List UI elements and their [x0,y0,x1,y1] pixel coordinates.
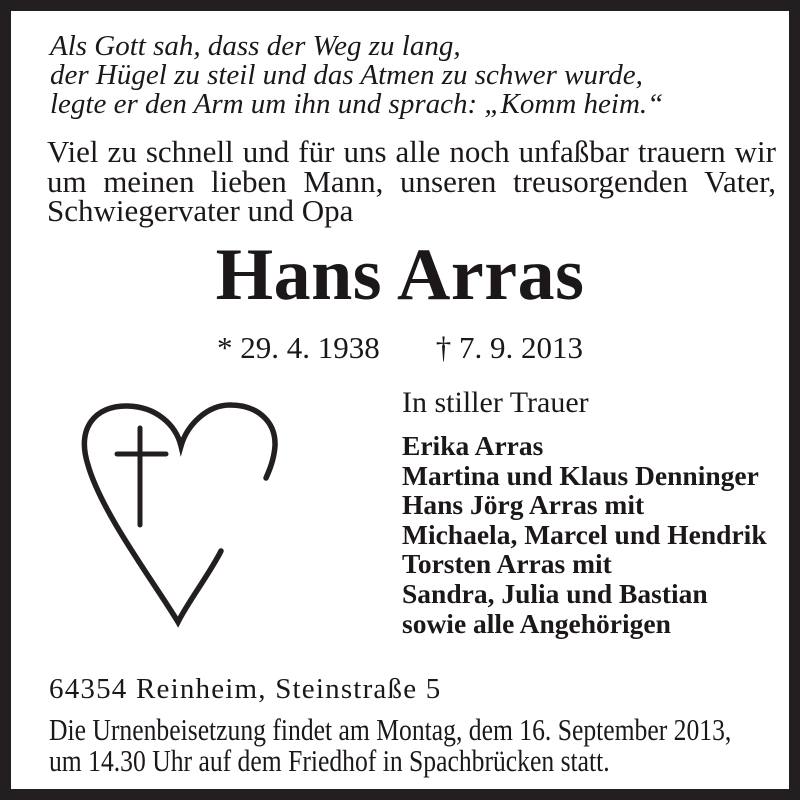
funeral-line: um 14.30 Uhr auf dem Friedhof in Spachbrücken statt. [49,743,610,778]
mourner-name: sowie alle Angehörigen [402,607,671,639]
verse-line: legte er den Arm um ihn und sprach: „Komm heim.“ [50,88,664,120]
funeral-notice [49,715,731,776]
birth-date: * 29. 4. 1938 [217,330,380,365]
address-line: 64354 Reinheim, Steinstraße 5 [49,673,442,705]
opening-verse [50,32,663,119]
mourning-section [402,387,767,638]
death-date: † 7. 9. 2013 [435,330,583,365]
mourning-heading: In stiller Trauer [402,386,589,419]
mourner-name: Hans Jörg Arras mit [402,489,645,521]
intro-line: um meinen lieben Mann, unseren treusorgenden Vater, [47,163,776,199]
life-dates [11,331,789,365]
intro-line: Schwiegervater und Opa [47,193,354,228]
mourner-name: Michaela, Marcel und Hendrik [402,518,767,550]
mourner-name: Torsten Arras mit [402,548,612,580]
verse-line: Als Gott sah, dass der Weg zu lang, [50,30,461,62]
intro-text [47,134,776,228]
heart-cross-icon [64,389,304,664]
intro-line: Viel zu schnell und für uns alle noch unfaßbar trauern wir [47,134,776,169]
mourner-name: Erika Arras [402,430,544,461]
mourner-name: Martina und Klaus Denninger [402,459,759,491]
verse-line: der Hügel zu steil und das Atmen zu schwer wurde, [50,59,643,91]
funeral-line: Die Urnenbeisetzung findet am Montag, dem 16. September 2013, [49,713,732,747]
mourner-name: Sandra, Julia und Bastian [402,577,708,609]
deceased-name: Hans Arras [215,234,585,316]
